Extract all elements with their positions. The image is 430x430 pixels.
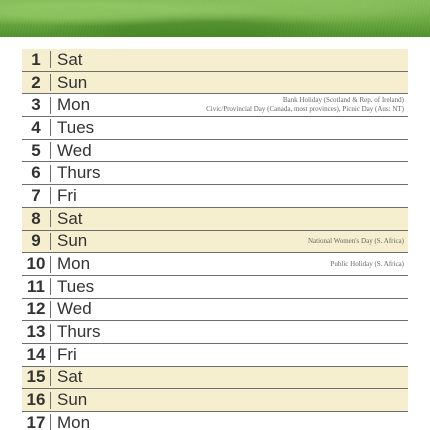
day-name: Mon: [57, 254, 91, 274]
day-notes: [308, 231, 404, 253]
day-number: 16: [26, 390, 46, 410]
day-name: Fri: [57, 344, 77, 364]
day-number: 12: [26, 299, 46, 319]
day-name: Tues: [57, 276, 95, 296]
day-number: 17: [26, 412, 46, 430]
day-row: [22, 185, 408, 208]
day-number: 3: [31, 95, 41, 115]
day-number: 2: [31, 72, 41, 92]
day-notes: [206, 94, 404, 116]
day-number: 11: [27, 276, 45, 296]
day-number: 6: [31, 163, 41, 183]
day-row: [22, 117, 408, 140]
day-name: Mon: [57, 95, 91, 115]
day-row: [22, 389, 408, 412]
day-number: 10: [26, 254, 46, 274]
grass-header-image: [0, 0, 430, 37]
day-row: [22, 344, 408, 367]
day-number: 1: [31, 49, 41, 69]
day-name: Wed: [57, 299, 92, 319]
day-name: Sun: [57, 72, 88, 92]
day-row: [22, 253, 408, 276]
day-row: [22, 49, 408, 72]
day-number: 13: [26, 322, 46, 342]
day-row: [22, 140, 408, 163]
day-row: [22, 299, 408, 322]
day-name: Thurs: [57, 322, 101, 342]
day-row: [22, 162, 408, 185]
day-row: [22, 231, 408, 254]
day-name: Sun: [57, 231, 88, 251]
day-number: 8: [31, 208, 41, 228]
day-number: 4: [31, 117, 41, 137]
calendar-day-list: [22, 49, 408, 430]
day-name: Sat: [57, 208, 83, 228]
day-row: [22, 321, 408, 344]
holiday-note: Civic/Provincial Day (Canada, most provinces), Picnic Day (Aus: NT): [206, 105, 404, 114]
day-name: Thurs: [57, 163, 101, 183]
day-name: Sun: [57, 390, 88, 410]
day-row: [22, 94, 408, 117]
day-number: 15: [26, 367, 46, 387]
day-name: Sat: [57, 367, 83, 387]
day-notes: [331, 253, 405, 275]
holiday-note: Public Holiday (S. Africa): [330, 259, 404, 268]
day-name: Fri: [57, 185, 77, 205]
holiday-note: National Women's Day (S. Africa): [307, 236, 404, 245]
day-row: [22, 412, 408, 430]
day-name: Tues: [57, 117, 95, 137]
day-name: Wed: [57, 140, 92, 160]
day-row: [22, 208, 408, 231]
holiday-note: Bank Holiday (Scotland & Rep. of Ireland): [282, 96, 404, 105]
day-number: 7: [31, 185, 41, 205]
day-number: 5: [31, 140, 41, 160]
day-name: Sat: [57, 49, 83, 69]
day-row: [22, 367, 408, 390]
day-row: [22, 276, 408, 299]
day-name: Mon: [57, 412, 91, 430]
day-row: [22, 72, 408, 95]
day-number: 14: [26, 344, 46, 364]
day-number: 9: [31, 231, 41, 251]
